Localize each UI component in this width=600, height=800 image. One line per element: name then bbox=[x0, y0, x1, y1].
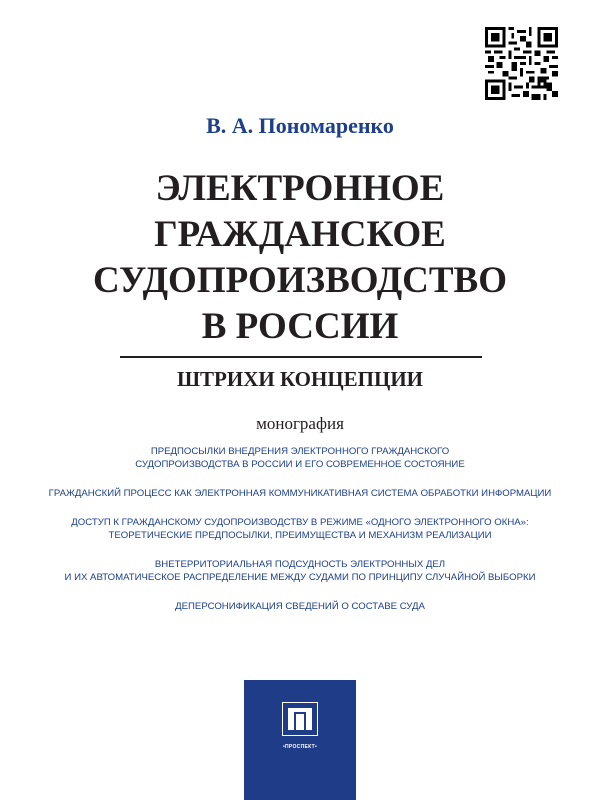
chapter-item bbox=[0, 445, 600, 471]
qr-code-icon bbox=[485, 27, 558, 100]
title-line: СУДОПРОИЗВОДСТВО bbox=[92, 260, 508, 301]
chapter-item bbox=[0, 558, 600, 584]
publisher-block bbox=[244, 680, 356, 800]
chapter-line: ТЕОРЕТИЧЕСКИЕ ПРЕДПОСЫЛКИ, ПРЕИМУЩЕСТВА И МЕХАНИЗМ РЕАЛИЗАЦИИ bbox=[108, 530, 492, 541]
chapter-line: ВНЕТЕРРИТОРИАЛЬНАЯ ПОДСУДНОСТЬ ЭЛЕКТРОННЫХ ДЕЛ bbox=[154, 559, 446, 570]
book-genre: монография bbox=[256, 414, 344, 433]
book-subtitle: ШТРИХИ КОНЦЕПЦИИ bbox=[176, 367, 424, 391]
chapter-line: ДОСТУП К ГРАЖДАНСКОМУ СУДОПРОИЗВОДСТВУ В РЕЖИМЕ «ОДНОГО ЭЛЕКТРОННОГО ОКНА»: bbox=[71, 517, 529, 528]
chapter-line: СУДОПРОИЗВОДСТВА В РОССИИ И ЕГО СОВРЕМЕННОЕ СОСТОЯНИЕ bbox=[135, 459, 465, 470]
chapter-line: ДЕПЕРСОНИФИКАЦИЯ СВЕДЕНИЙ О СОСТАВЕ СУДА bbox=[175, 601, 425, 612]
chapter-line: ГРАЖДАНСКИЙ ПРОЦЕСС КАК ЭЛЕКТРОННАЯ КОММУНИКАТИВНАЯ СИСТЕМА ОБРАБОТКИ ИНФОРМАЦИИ bbox=[48, 488, 552, 499]
title-divider bbox=[120, 356, 482, 358]
chapter-line: ПРЕДПОСЫЛКИ ВНЕДРЕНИЯ ЭЛЕКТРОННОГО ГРАЖДАНСКОГО bbox=[150, 446, 450, 457]
chapter-line: И ИХ АВТОМАТИЧЕСКОЕ РАСПРЕДЕЛЕНИЕ МЕЖДУ СУДАМИ ПО ПРИНЦИПУ СЛУЧАЙНОЙ ВЫБОРКИ bbox=[64, 572, 536, 583]
chapter-item bbox=[0, 516, 600, 542]
chapter-list bbox=[0, 445, 600, 629]
title-line: В РОССИИ bbox=[201, 306, 399, 347]
author-name: В. А. Пономаренко bbox=[206, 113, 394, 138]
chapter-item bbox=[0, 487, 600, 500]
chapter-item bbox=[0, 600, 600, 613]
book-title bbox=[0, 166, 600, 350]
publisher-name: •ПРОСПЕКТ• bbox=[282, 744, 318, 750]
publisher-logo-icon bbox=[282, 702, 318, 736]
title-line: ГРАЖДАНСКОЕ bbox=[154, 214, 446, 255]
title-line: ЭЛЕКТРОННОЕ bbox=[155, 168, 445, 209]
